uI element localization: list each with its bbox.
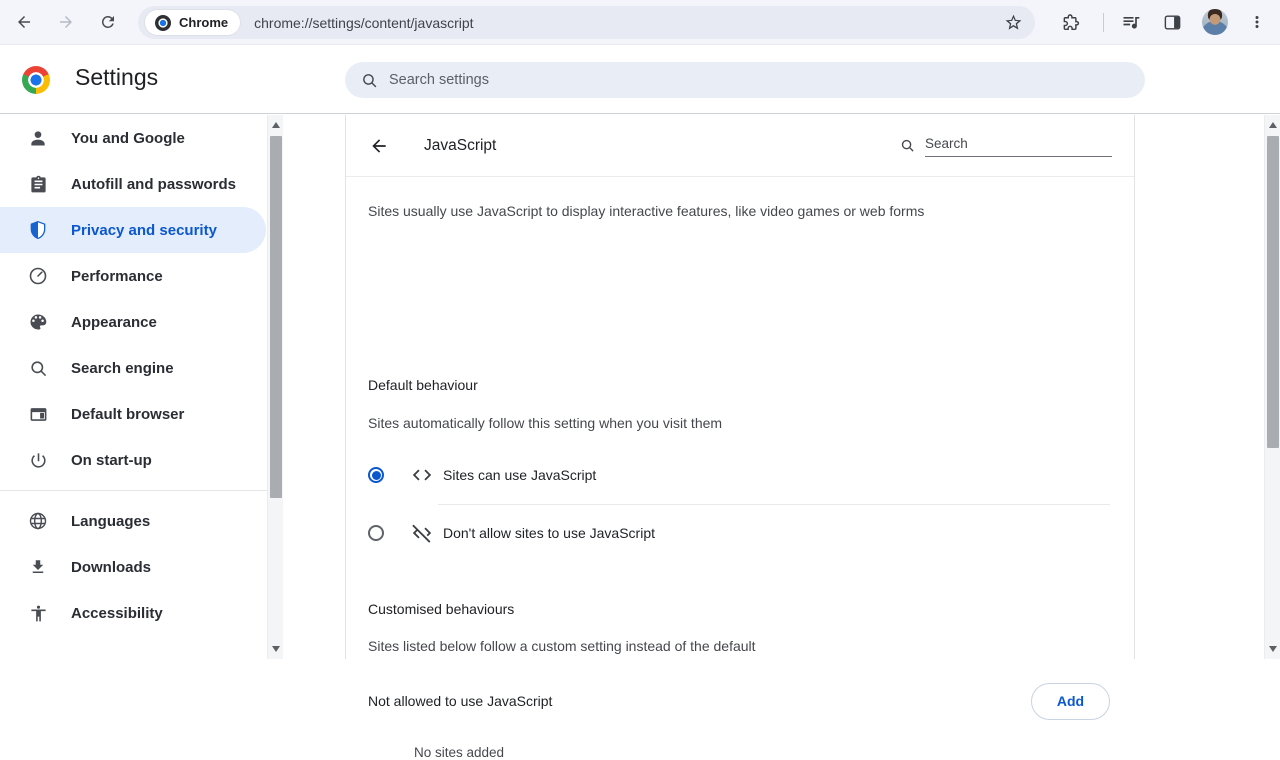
default-behaviour-title: Default behaviour — [368, 377, 478, 393]
sidebar-item-accessibility[interactable]: Accessibility — [0, 590, 266, 636]
sidebar-item-privacy-and-security[interactable]: Privacy and security — [0, 207, 266, 253]
reload-icon[interactable] — [98, 12, 118, 32]
settings-header — [0, 46, 1280, 114]
page-description: Sites usually use JavaScript to display interactive features, like video games or web forms — [368, 203, 925, 219]
extensions-puzzle-icon[interactable] — [1060, 12, 1080, 32]
sidebar-item-on-startup[interactable]: On start-up — [0, 437, 266, 483]
chrome-chip-label: Chrome — [179, 15, 229, 30]
blocked-sites-row — [368, 682, 1110, 720]
settings-title: Settings — [75, 64, 159, 90]
bookmark-star-icon[interactable] — [1004, 13, 1023, 32]
code-off-icon — [410, 521, 434, 545]
scroll-down-arrow[interactable] — [1269, 646, 1277, 652]
download-icon — [28, 557, 48, 577]
settings-search-bar[interactable] — [345, 62, 1145, 98]
browser-window-icon — [28, 404, 48, 424]
search-icon — [28, 358, 48, 378]
code-icon — [410, 463, 434, 487]
settings-search-input[interactable] — [389, 72, 1131, 88]
palette-icon — [28, 312, 48, 332]
subpage-search-input[interactable] — [925, 134, 1112, 157]
radio-unselected[interactable] — [368, 525, 384, 541]
blocked-sites-label: Not allowed to use JavaScript — [368, 693, 553, 709]
back-icon[interactable] — [14, 12, 34, 32]
scrollbar-thumb[interactable] — [1267, 136, 1279, 448]
sidebar-divider — [0, 490, 283, 491]
browser-toolbar — [0, 0, 1280, 45]
option-divider — [438, 504, 1110, 505]
content-area — [0, 115, 1280, 760]
chrome-settings-logo — [22, 66, 50, 94]
chrome-logo — [153, 14, 173, 31]
add-button[interactable]: Add — [1031, 683, 1110, 720]
profile-avatar[interactable] — [1202, 9, 1228, 35]
person-icon — [28, 128, 48, 148]
globe-icon — [28, 511, 48, 531]
address-bar[interactable] — [138, 6, 1035, 39]
side-panel-icon[interactable] — [1162, 12, 1182, 32]
media-controls-icon[interactable] — [1121, 12, 1141, 32]
shield-icon — [28, 220, 48, 240]
radio-option-allow-javascript[interactable]: Sites can use JavaScript — [368, 453, 1110, 497]
customised-behaviours-subtitle: Sites listed below follow a custom setting instead of the default — [368, 638, 756, 654]
customised-behaviours-title: Customised behaviours — [368, 601, 515, 617]
url-text[interactable]: chrome://settings/content/javascript — [254, 14, 474, 31]
sidebar-item-autofill[interactable]: Autofill and passwords — [0, 161, 266, 207]
sidebar-scrollbar[interactable] — [267, 115, 283, 659]
radio-option-block-javascript[interactable]: Don't allow sites to use JavaScript — [368, 511, 1110, 555]
kebab-menu-icon[interactable] — [1247, 12, 1267, 32]
page-scrollbar[interactable] — [1264, 115, 1280, 659]
subpage-header — [346, 115, 1134, 177]
no-sites-added-text: No sites added — [414, 745, 505, 760]
accessibility-icon — [28, 603, 48, 623]
scroll-down-arrow[interactable] — [272, 646, 280, 652]
power-icon — [28, 450, 48, 470]
javascript-settings-card — [345, 115, 1135, 760]
scrollbar-thumb[interactable] — [270, 136, 282, 498]
default-behaviour-subtitle: Sites automatically follow this setting when you visit them — [368, 415, 723, 431]
search-icon — [359, 70, 379, 90]
sidebar-item-search-engine[interactable]: Search engine — [0, 345, 266, 391]
chrome-url-chip[interactable] — [145, 10, 240, 35]
forward-icon[interactable] — [56, 12, 76, 32]
sidebar-item-appearance[interactable]: Appearance — [0, 299, 266, 345]
sidebar-item-performance[interactable]: Performance — [0, 253, 266, 299]
radio-selected[interactable] — [368, 467, 384, 483]
search-icon — [897, 136, 917, 156]
sidebar-item-downloads[interactable]: Downloads — [0, 544, 266, 590]
speedometer-icon — [28, 266, 48, 286]
sidebar-item-languages[interactable]: Languages — [0, 498, 266, 544]
sidebar-item-default-browser[interactable]: Default browser — [0, 391, 266, 437]
toolbar-divider — [1103, 13, 1104, 32]
back-arrow-icon[interactable] — [368, 135, 390, 157]
settings-sidebar — [0, 115, 266, 659]
scroll-up-arrow[interactable] — [1269, 122, 1277, 128]
subpage-search[interactable] — [897, 134, 1112, 157]
sidebar-item-you-and-google[interactable]: You and Google — [0, 115, 266, 161]
scroll-up-arrow[interactable] — [272, 122, 280, 128]
clipboard-icon — [28, 174, 48, 194]
page-title: JavaScript — [424, 136, 497, 154]
